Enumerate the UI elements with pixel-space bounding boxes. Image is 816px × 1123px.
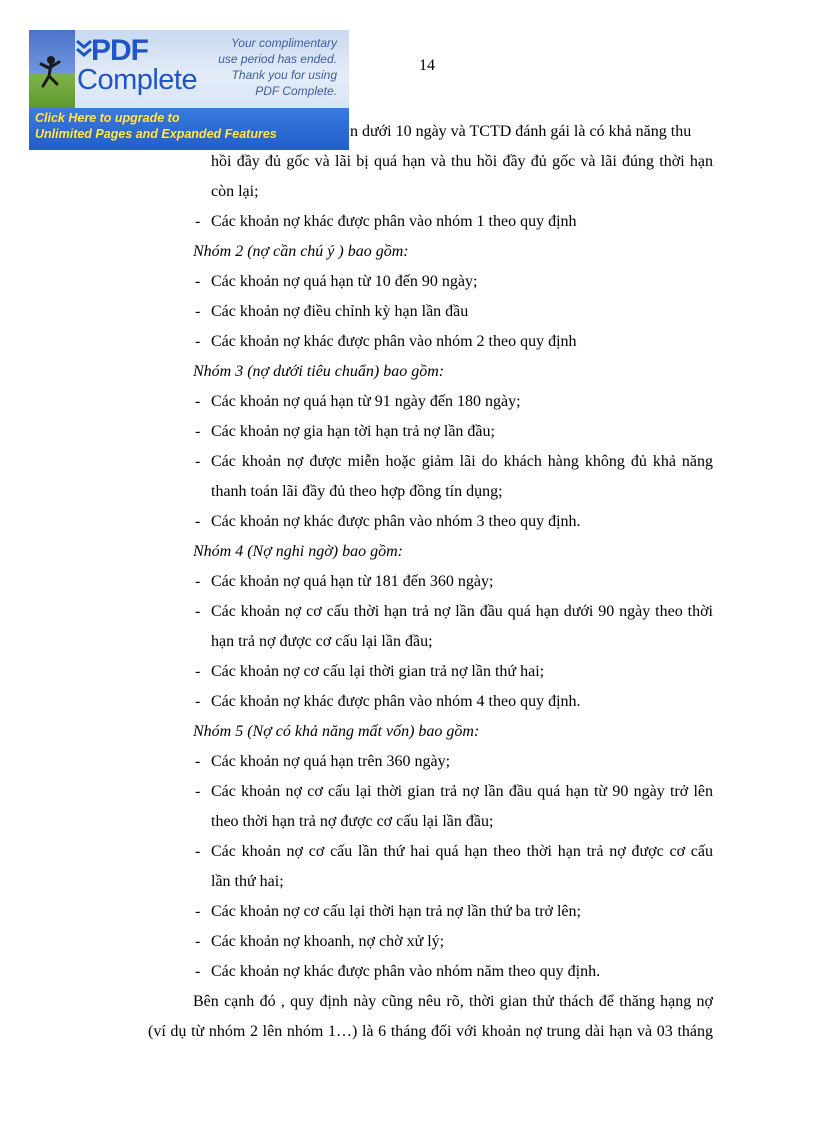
upgrade-cta[interactable] xyxy=(35,110,277,142)
text-line: Các khoản nợ được miễn hoặc giảm lãi do khách hàng không đủ khả năng xyxy=(211,453,713,470)
text-line: còn lại; xyxy=(211,183,259,200)
message-line: PDF Complete. xyxy=(255,84,337,98)
text-line: Các khoản nợ cơ cấu lại thời gian trả nợ lần thứ hai; xyxy=(211,663,545,680)
message-line: Thank you for using xyxy=(231,68,337,82)
message-line: Your complimentary xyxy=(230,36,337,50)
text-line: hồi đầy đủ gốc và lãi bị quá hạn và thu hồi đầy đủ gốc và lãi đúng thời hạn xyxy=(211,153,713,170)
bullet-dash: - xyxy=(195,783,201,800)
bullet-dash: - xyxy=(195,423,201,440)
text-line: Các khoản nợ cơ cấu lại thời hạn trả nợ lần thứ ba trở lên; xyxy=(211,903,581,920)
group-heading: Nhóm 3 (nợ dưới tiêu chuẩn) bao gồm: xyxy=(193,363,445,380)
text-line: Các khoản nợ khoanh, nợ chờ xử lý; xyxy=(211,933,445,950)
text-line: Các khoản nợ quá hạn trên 360 ngày; xyxy=(211,753,451,770)
text-line: Các khoản nợ cơ cấu thời hạn trả nợ lần đầu quá hạn dưới 90 ngày theo thời xyxy=(211,603,713,620)
text-line: n dưới 10 ngày và TCTD đánh gái là có khả năng thu xyxy=(350,123,692,140)
cta-line[interactable]: Click Here to upgrade to xyxy=(35,111,180,125)
text-line: Các khoản nợ khác được phân vào nhóm năm theo quy định. xyxy=(211,963,601,980)
bullet-dash: - xyxy=(195,693,201,710)
logo-pdf-text: PDF xyxy=(91,34,148,67)
text-line: Các khoản nợ quá hạn từ 181 đến 360 ngày; xyxy=(211,573,494,590)
paragraph-line: (ví dụ từ nhóm 2 lên nhóm 1…) là 6 tháng đối với khoản nợ trung dài hạn và 03 tháng xyxy=(148,1023,713,1040)
text-line: thanh toán lãi đầy đủ theo hợp đồng tín dụng; xyxy=(211,483,503,500)
text-line: Các khoản nợ khác được phân vào nhóm 3 theo quy định. xyxy=(211,513,581,530)
page-number: 14 xyxy=(419,57,435,74)
bullet-dash: - xyxy=(195,933,201,950)
bullet-dash: - xyxy=(195,303,201,320)
text-line: theo thời hạn trả nợ được cơ cấu lại lần đầu; xyxy=(211,813,494,830)
banner-photo xyxy=(29,30,75,108)
upgrade-link[interactable] xyxy=(29,108,349,150)
bullet-dash: - xyxy=(195,573,201,590)
text-line: Các khoản nợ khác được phân vào nhóm 1 theo quy định xyxy=(211,213,577,230)
expired-message xyxy=(218,35,337,99)
jumping-person-icon xyxy=(37,52,69,92)
group-heading: Nhóm 2 (nợ cần chú ý ) bao gồm: xyxy=(193,243,409,260)
text-line: Các khoản nợ cơ cấu lần thứ hai quá hạn theo thời hạn trả nợ được cơ cấu xyxy=(211,843,713,860)
pdf-complete-upgrade-banner[interactable] xyxy=(29,30,349,150)
bullet-dash: - xyxy=(195,273,201,290)
banner-top-panel xyxy=(29,30,349,108)
text-line: Các khoản nợ cơ cấu lại thời gian trả nợ lần đầu quá hạn từ 90 ngày trở lên xyxy=(211,783,713,800)
text-line: lần thứ hai; xyxy=(211,873,284,890)
text-line: Các khoản nợ gia hạn tời hạn trả nợ lần đầu; xyxy=(211,423,495,440)
bullet-dash: - xyxy=(195,453,201,470)
message-line: use period has ended. xyxy=(218,52,337,66)
bullet-dash: - xyxy=(195,213,201,230)
paragraph-line: Bên cạnh đó , quy định này cũng nêu rõ, thời gian thử thách để thăng hạng nợ xyxy=(193,993,713,1010)
bullet-dash: - xyxy=(195,753,201,770)
bullet-dash: - xyxy=(195,843,201,860)
bullet-dash: - xyxy=(195,963,201,980)
logo-complete-text: Complete xyxy=(77,64,198,96)
text-line: Các khoản nợ quá hạn từ 10 đến 90 ngày; xyxy=(211,273,478,290)
text-line: Các khoản nợ quá hạn từ 91 ngày đến 180 ngày; xyxy=(211,393,521,410)
text-line: Các khoản nợ khác được phân vào nhóm 2 theo quy định xyxy=(211,333,577,350)
text-line: Các khoản nợ điều chỉnh kỳ hạn lần đầu xyxy=(211,303,469,320)
text-line: Các khoản nợ khác được phân vào nhóm 4 theo quy định. xyxy=(211,693,581,710)
bullet-dash: - xyxy=(195,903,201,920)
group-heading: Nhóm 4 (Nợ nghi ngờ) bao gồm: xyxy=(193,543,403,560)
group-heading: Nhóm 5 (Nợ có khả năng mất vốn) bao gồm: xyxy=(193,723,480,740)
text-line: hạn trả nợ được cơ cấu lại lần đầu; xyxy=(211,633,433,650)
bullet-dash: - xyxy=(195,393,201,410)
bullet-dash: - xyxy=(195,333,201,350)
bullet-dash: - xyxy=(195,603,201,620)
bullet-dash: - xyxy=(195,513,201,530)
bullet-dash: - xyxy=(195,663,201,680)
cta-line[interactable]: Unlimited Pages and Expanded Features xyxy=(35,127,277,141)
